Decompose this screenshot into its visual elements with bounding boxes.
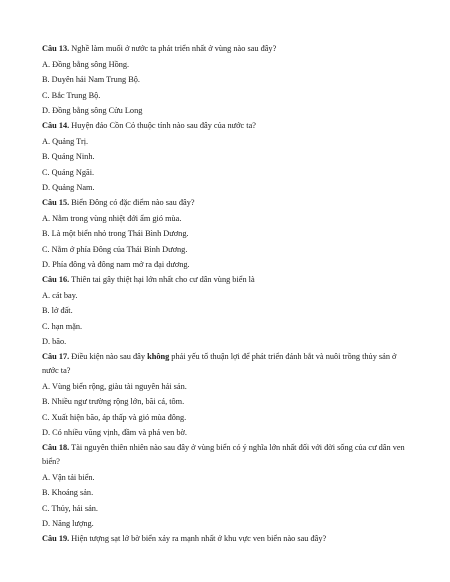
option-14-c: C. Quảng Ngãi. [42,168,95,177]
option-16-b: B. lở đất. [42,306,73,315]
option-13-a: A. Đồng bằng sông Hồng. [42,60,130,69]
question-text: Tài nguyên thiên nhiên nào sau đây ở vùng biển có ý nghĩa lớn nhất đối với đời sống của cư dân ven biển? [42,443,405,466]
option-17-c: C. Xuất hiện bão, áp thấp và gió mùa đông. [42,413,187,422]
question-text: Thiên tai gây thiệt hại lớn nhất cho cư dân vùng biển là [69,275,255,284]
option-13-c: C. Bắc Trung Bộ. [42,91,101,100]
question-14 [42,120,256,131]
option-14-b: B. Quảng Ninh. [42,152,95,161]
question-keyword: không [147,352,170,361]
question-number: Câu 14. [42,121,70,130]
question-text: Điều kiện nào sau đây [69,352,148,361]
option-18-d: D. Năng lượng. [42,519,94,528]
option-17-b: B. Nhiều ngư trường rộng lớn, bãi cá, tôm. [42,397,185,406]
question-text-cont: phải yếu tố thuận lợi để phát triển đánh bắt và nuôi trồng thủy sản ở nước ta? [42,352,397,375]
option-16-c: C. hạn mặn. [42,322,83,331]
option-13-b: B. Duyên hải Nam Trung Bộ. [42,75,140,84]
question-17 [42,350,414,377]
option-16-d: D. bão. [42,337,67,346]
question-number: Câu 13. [42,44,70,53]
option-18-a: A. Vận tải biển. [42,473,95,482]
question-text: Hiện tượng sạt lở bờ biển xảy ra mạnh nhất ở khu vực ven biển nào sau đây? [69,534,327,543]
option-15-b: B. Là một biển nhỏ trong Thái Bình Dương. [42,229,189,238]
question-text: Nghề làm muối ở nước ta phát triển nhất ở vùng nào sau đây? [69,44,277,53]
option-14-d: D. Quảng Nam. [42,183,95,192]
question-19 [42,533,326,544]
question-number: Câu 19. [42,534,70,543]
question-text: Huyện đảo Cồn Cỏ thuộc tỉnh nào sau đây của nước ta? [69,121,256,130]
option-17-d: D. Có nhiều vũng vịnh, đầm và phá ven bờ. [42,428,187,437]
option-14-a: A. Quảng Trị. [42,137,89,146]
question-number: Câu 18. [42,443,70,452]
question-15 [42,197,195,208]
option-18-b: B. Khoáng sản. [42,488,94,497]
option-18-c: C. Thủy, hải sản. [42,504,98,513]
question-18 [42,441,414,468]
question-number: Câu 17. [42,352,70,361]
question-number: Câu 16. [42,275,70,284]
question-number: Câu 15. [42,198,70,207]
option-16-a: A. cát bay. [42,291,78,300]
option-13-d: D. Đồng bằng sông Cửu Long [42,106,143,115]
question-16 [42,274,255,285]
question-text: Biển Đông có đặc điểm nào sau đây? [69,198,195,207]
option-15-a: A. Nằm trong vùng nhiệt đới ẩm gió mùa. [42,214,182,223]
question-13 [42,43,276,54]
option-15-c: C. Nằm ở phía Đông của Thái Bình Dương. [42,245,188,254]
option-17-a: A. Vùng biển rộng, giàu tài nguyên hải sản. [42,382,187,391]
option-15-d: D. Phía đông và đông nam mở ra đại dương. [42,260,190,269]
